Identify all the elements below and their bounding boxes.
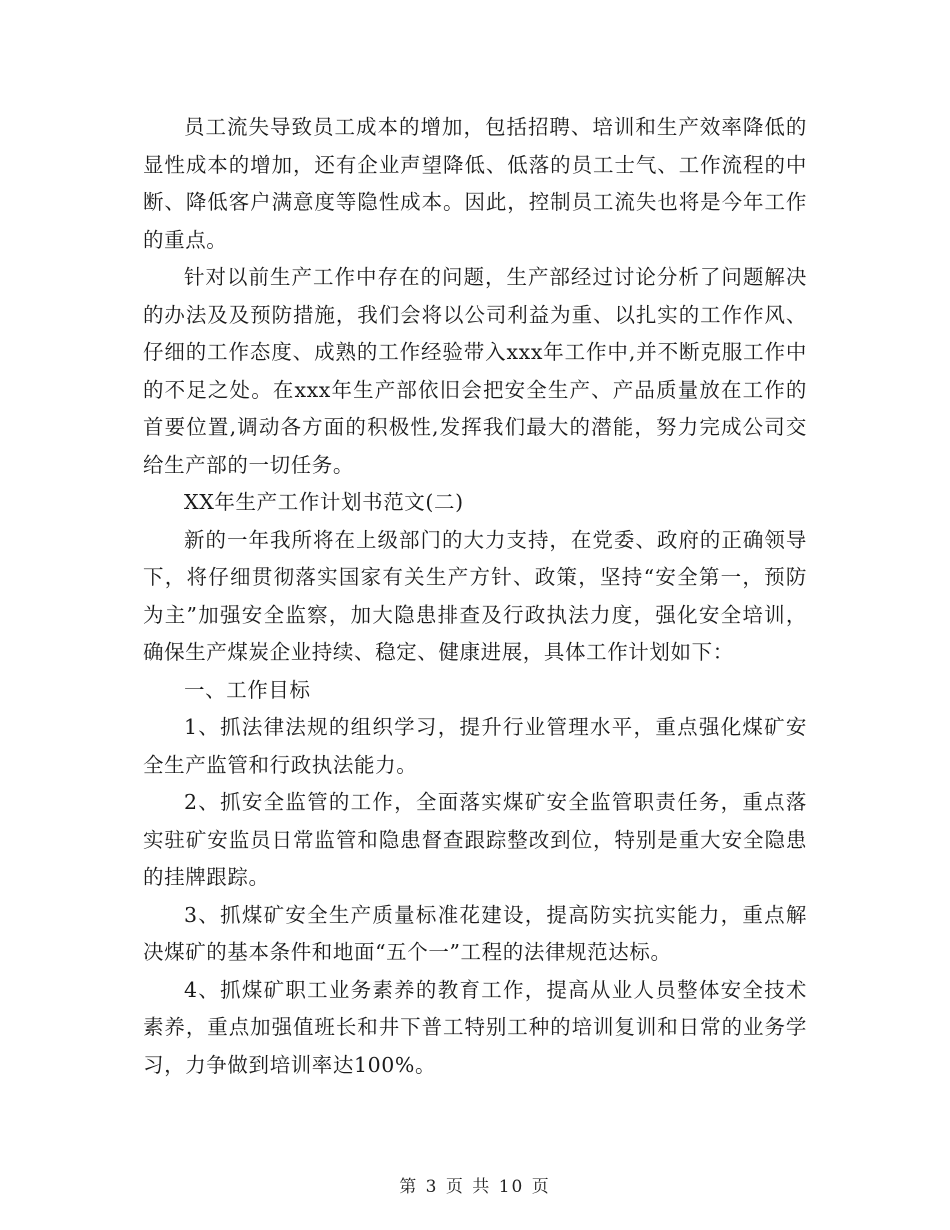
paragraph-1: 员工流失导致员工成本的增加，包括招聘、培训和生产效率降低的显性成本的增加，还有企业声望降低、低落的员工士气、工作流程的中断、降低客户满意度等隐性成本。因此，控制员工流失也将是今年工作的重点。	[143, 115, 807, 252]
section-title: XX年生产工作计划书范文(二)	[184, 490, 464, 514]
list-item-4: 4、抓煤矿职工业务素养的教育工作，提高从业人员整体安全技术素养，重点加强值班长和井下普工特别工种的培训复训和日常的业务学习，力争做到培训率达100%。	[143, 977, 807, 1077]
paragraph-2: 针对以前生产工作中存在的问题，生产部经过讨论分析了问题解决的办法及及预防措施，我们会将以公司利益为重、以扎实的工作作风、仔细的工作态度、成熟的工作经验带入xxx年工作中,并不断克服工作中的不足之处。在xxx年生产部依旧会把安全生产、产品质量放在工作的首要位置,调动各方面的积极性,发挥我们最大的潜能，努力完成公司交给生产部的一切任务。	[143, 265, 807, 477]
section-heading-goals: 一、工作目标	[184, 677, 311, 702]
list-item-2: 2、抓安全监管的工作，全面落实煤矿安全监管职责任务，重点落实驻矿安监员日常监管和隐患督查跟踪整改到位，特别是重大安全隐患的挂牌跟踪。	[143, 790, 807, 889]
paragraph-3: 新的一年我所将在上级部门的大力支持，在党委、政府的正确领导下，将仔细贯彻落实国家有关生产方针、政策，坚持“安全第一，预防为主”加强安全监察，加大隐患排查及行政执法力度，强化安全培训，确保生产煤炭企业持续、稳定、健康进展，具体工作计划如下：	[143, 527, 807, 664]
list-item-1: 1、抓法律法规的组织学习，提升行业管理水平，重点强化煤矿安全生产监管和行政执法能力。	[143, 715, 807, 777]
list-item-3: 3、抓煤矿安全生产质量标准花建设，提高防实抗实能力，重点解决煤矿的基本条件和地面“五个一”工程的法律规范达标。	[143, 902, 807, 964]
page-number-footer: 第 3 页 共 10 页	[399, 1177, 551, 1197]
document-body	[143, 109, 807, 1084]
